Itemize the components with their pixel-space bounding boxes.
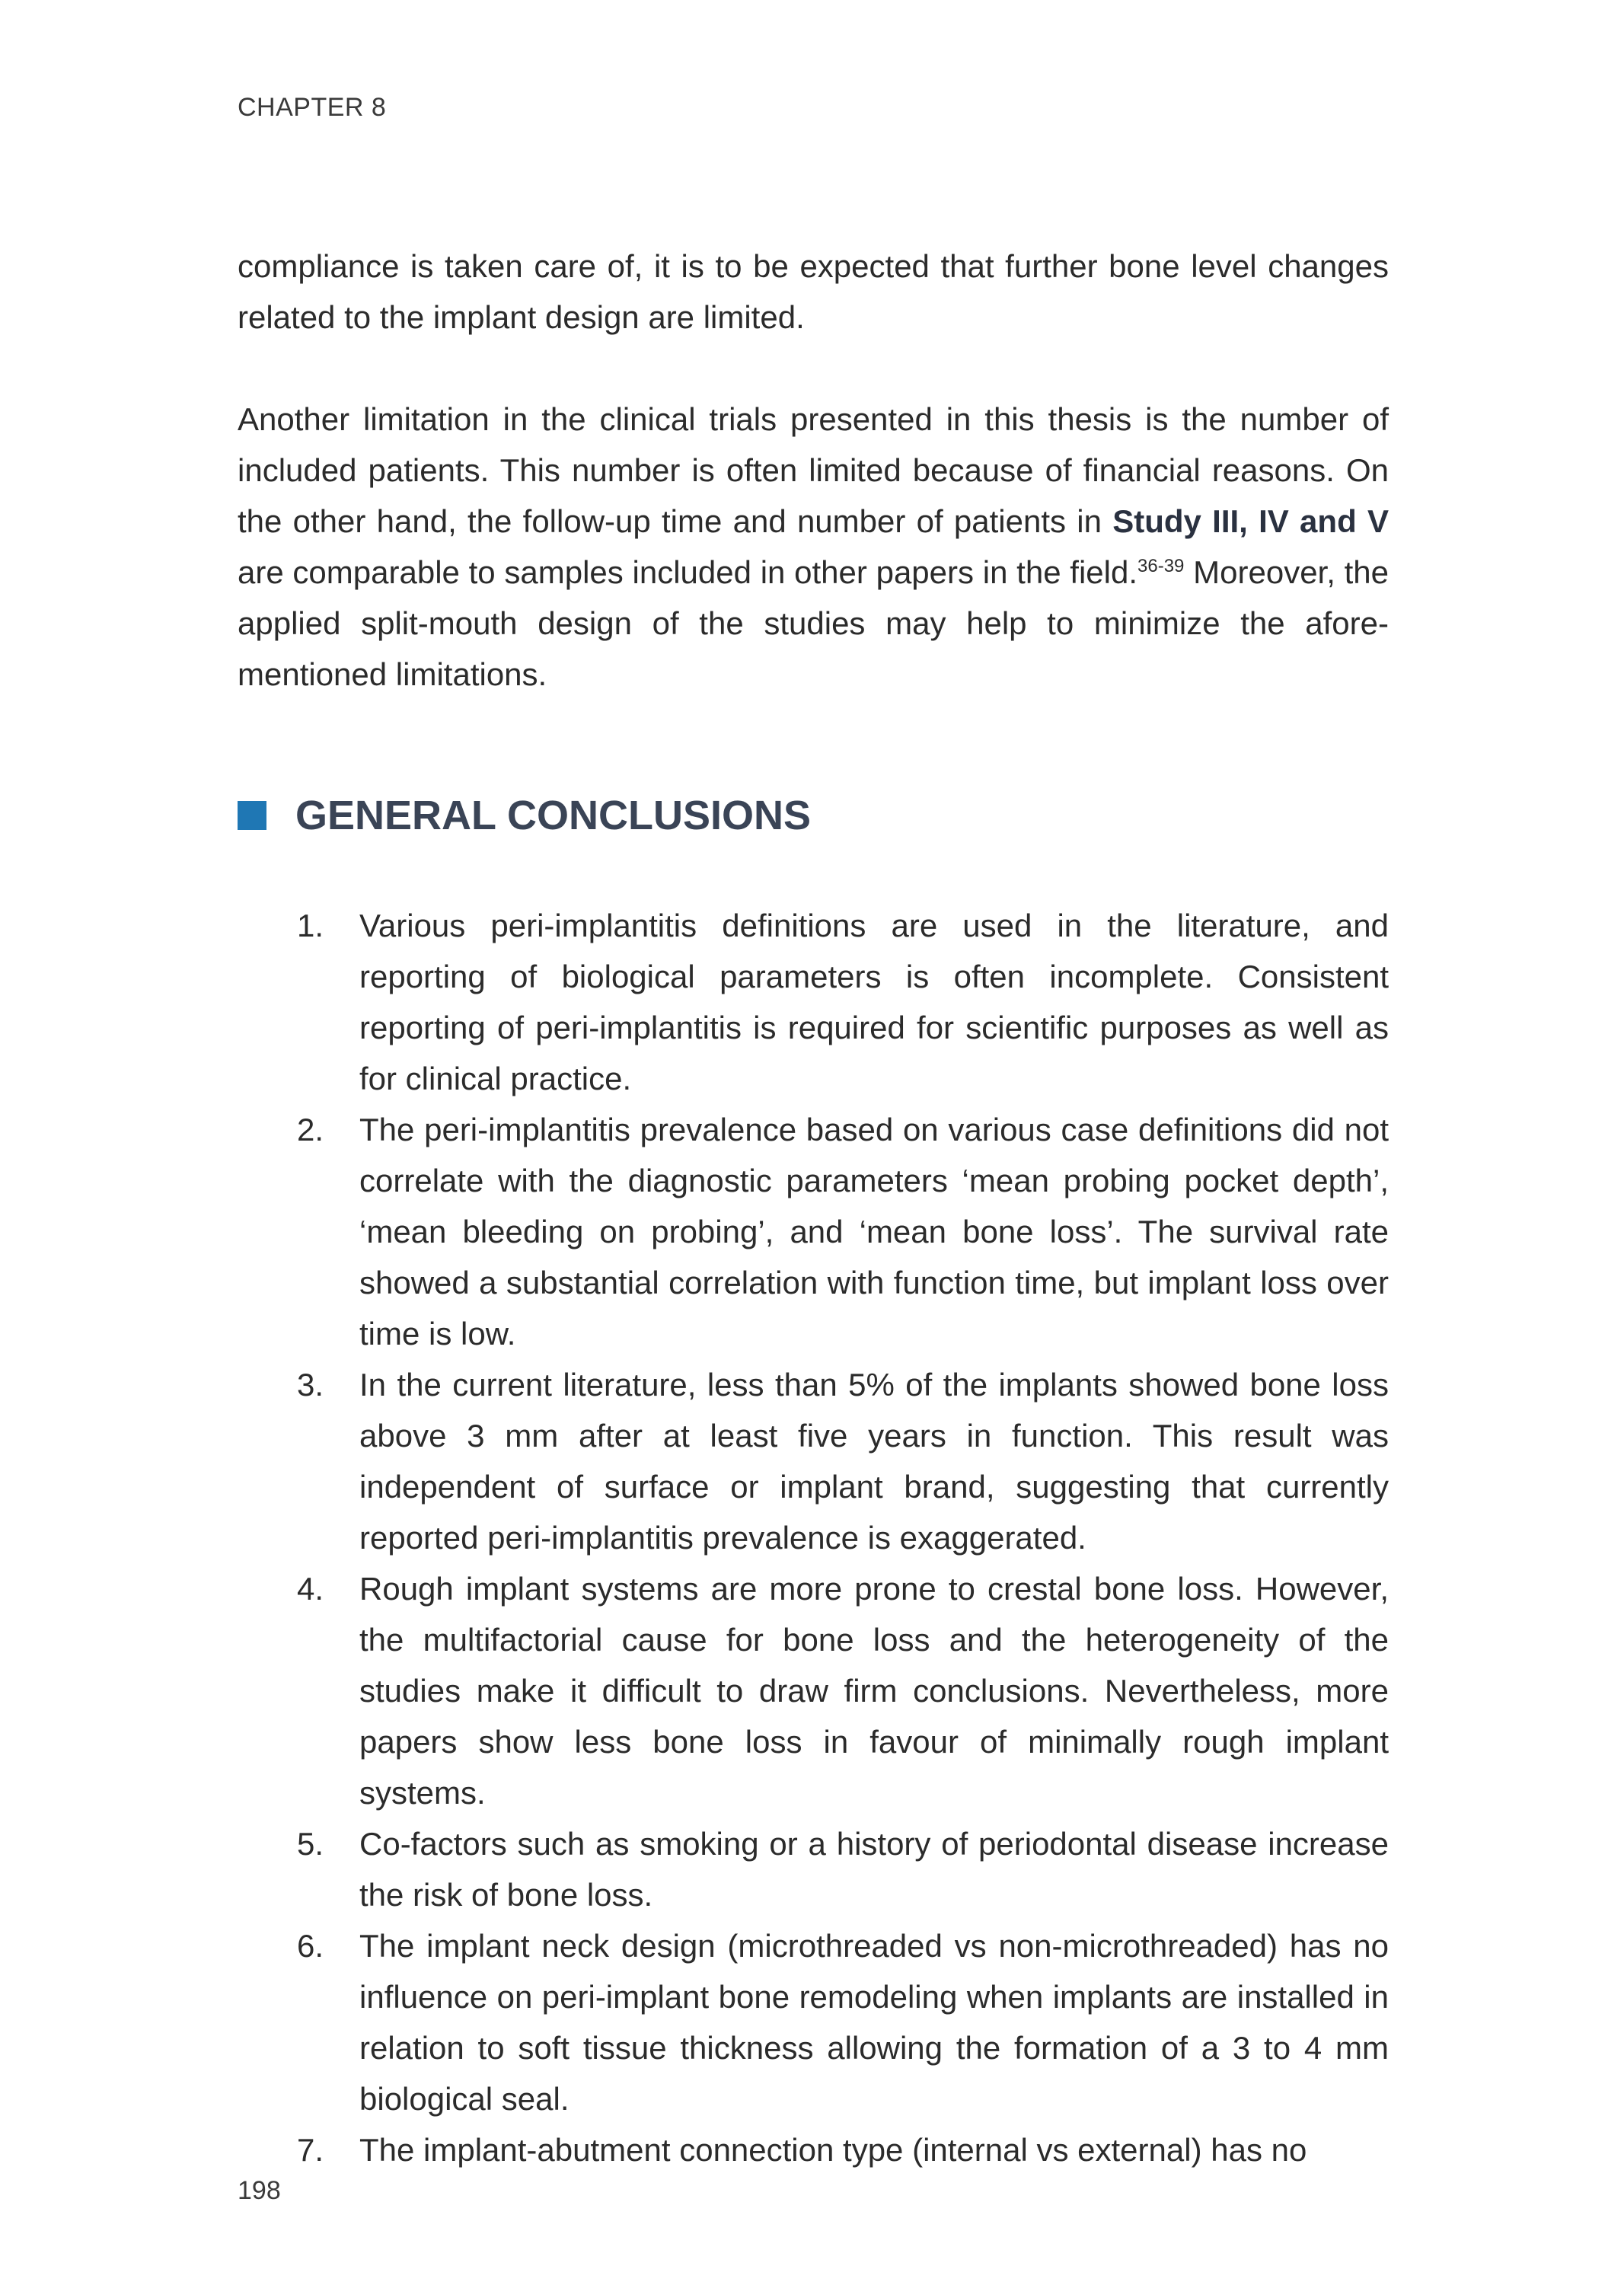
list-item-text: The implant-abutment connection type (internal vs external) has no	[359, 2132, 1307, 2168]
list-item-text: The implant neck design (microthreaded vs non-microthreaded) has no influence on peri-implant bone remodeling when implants are installed in relation to soft tissue thickness allowing the formation of a 3 to 4 mm biological seal.	[359, 1928, 1389, 2117]
heading-square-icon	[238, 801, 266, 830]
list-item-number: 3.	[297, 1367, 324, 1403]
list-item	[238, 1104, 1389, 1359]
list-item	[238, 1563, 1389, 1818]
paragraph-2-part-3: Moreover, the applied split-mouth design of the studies may help to minimize the afore-mentioned limitations.	[238, 554, 1389, 692]
list-item-text: Rough implant systems are more prone to crestal bone loss. However, the multifactorial cause for bone loss and the heterogeneity of the studies make it difficult to draw firm conclusions. Nevertheless, more papers show less bone loss in favour of minimally rough implant systems.	[359, 1571, 1389, 1811]
list-item-text: Co-factors such as smoking or a history of periodontal disease increase the risk of bone loss.	[359, 1826, 1389, 1913]
list-item-text: In the current literature, less than 5% of the implants showed bone loss above 3 mm after at least five years in function. This result was independent of surface or implant brand, suggesting that currently reported peri-implantitis prevalence is exaggerated.	[359, 1367, 1389, 1556]
conclusions-list	[238, 900, 1389, 2175]
paragraph-2	[238, 394, 1389, 700]
section-title: GENERAL CONCLUSIONS	[295, 793, 812, 838]
list-item-number: 2.	[297, 1112, 324, 1147]
running-header: CHAPTER 8	[238, 93, 387, 122]
list-item-text: The peri-implantitis prevalence based on various case definitions did not correlate with the diagnostic parameters ‘mean probing pocket depth’, ‘mean bleeding on probing’, and ‘mean bone loss’. The survival rate showed a substantial correlation with function time, but implant loss over time is low.	[359, 1112, 1389, 1352]
study-reference-bold: Study III, IV and V	[1112, 503, 1389, 539]
paragraph-2-part-1: Another limitation in the clinical trials presented in this thesis is the number of included patients. This number is often limited because of financial reasons. On the other hand, the follow-up time and number of patients in	[238, 401, 1389, 539]
citation-superscript: 36-39	[1137, 556, 1185, 576]
list-item	[238, 900, 1389, 1104]
list-item-number: 6.	[297, 1928, 324, 1964]
page-number: 198	[238, 2176, 281, 2205]
paragraph-1: compliance is taken care of, it is to be expected that further bone level changes related to the implant design are limited.	[238, 248, 1389, 335]
list-item-number: 4.	[297, 1571, 324, 1607]
list-item-number: 1.	[297, 908, 324, 943]
paragraph-2-part-2: are comparable to samples included in other papers in the field.	[238, 554, 1138, 590]
section-heading	[238, 792, 811, 839]
list-item	[238, 1818, 1389, 1920]
list-item	[238, 1359, 1389, 1563]
list-item-text: Various peri-implantitis definitions are used in the literature, and reporting of biological parameters is often incomplete. Consistent reporting of peri-implantitis is required for scientific purposes as well as for clinical practice.	[359, 908, 1389, 1096]
list-item	[238, 2124, 1389, 2175]
list-item-number: 7.	[297, 2132, 324, 2168]
list-item	[238, 1920, 1389, 2124]
body-text	[238, 241, 1389, 700]
list-item-number: 5.	[297, 1826, 324, 1862]
